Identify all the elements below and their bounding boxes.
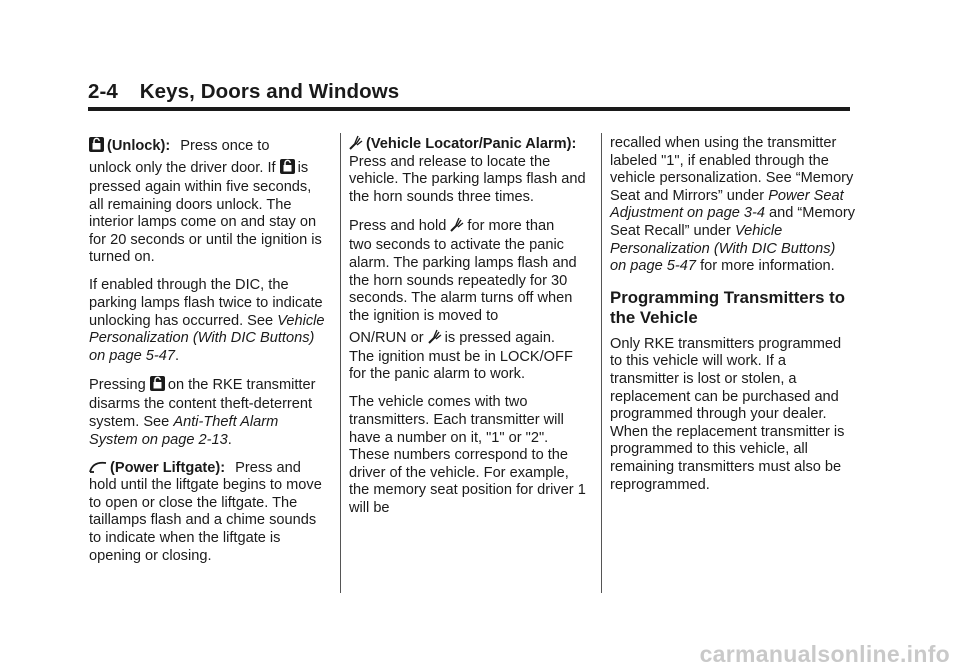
liftgate-icon (89, 460, 107, 474)
unlock-icon (280, 159, 295, 174)
hold-text: for more than (467, 218, 555, 235)
recalled-paragraph (610, 135, 855, 276)
pressing-paragraph (89, 374, 329, 450)
punctuation: . (227, 431, 232, 448)
unlock-icon (89, 137, 104, 152)
recalled-text: and “Memory Seat Recall” under (610, 205, 855, 239)
power-seat-reference: Power Seat Adjustment on page 3-4 (610, 187, 844, 222)
section-title: Keys, Doors and Windows (139, 80, 400, 103)
liftgate-text: Press and (235, 459, 301, 476)
programming-paragraph: Only RKE transmitters programmed to this vehicle will work. If a transmitter is lost or stolen, a replacement can be purchased and programmed through your dealer. When the replacement transmitter is programmed to this vehicle, all remaining transmitters must also be reprogrammed. (610, 335, 845, 493)
pressing-text: Pressing (89, 377, 146, 394)
recalled-text: recalled when using the transmitter labeled "1", if enabled through the vehicle personalization. See “Memory Seat and Mirrors” under (610, 135, 854, 204)
unlock-text: is (297, 160, 309, 176)
page-number: 2-4 (88, 80, 118, 103)
liftgate-paragraph (89, 460, 329, 566)
column-3 (610, 135, 855, 503)
pressing-text: on the RKE transmitter (167, 377, 316, 394)
section-heading: Programming Transmitters to the Vehicle (610, 287, 845, 327)
column-divider (601, 133, 602, 593)
dic-reference: Vehicle Personalization (With DIC Buttons) on page 5-47 (89, 312, 325, 364)
dic-text: If enabled through the DIC, the parking lamps flash twice to indicate unlocking has occurred. See (89, 277, 323, 329)
antitheft-reference: Anti-Theft Alarm System on page 2-13 (89, 413, 279, 448)
column-1 (89, 135, 329, 574)
column-2 (349, 135, 589, 527)
vehicle-locator-icon (349, 135, 363, 150)
onrun-text: ON/RUN or (349, 329, 424, 346)
vehicle-personalization-reference: Vehicle Personalization (With DIC Buttons) on page 5-47 (610, 222, 836, 275)
two-transmitters-paragraph: The vehicle comes with two transmitters. Each transmitter will have a number on it, "1" or "2". These numbers correspond to the driver of the vehicle. For example, the memory seat position for driver 1 will be (349, 394, 586, 516)
onrun-text: is pressed again. (444, 329, 555, 346)
liftgate-text: hold until the liftgate begins to move to open or close the liftgate. The taillamps flash and a chime sounds to indicate when the liftgate is opening or closing. (89, 477, 322, 564)
unlock-term: (Unlock): (107, 138, 171, 154)
column-divider (340, 133, 341, 593)
unlock-text: Press once to (180, 138, 270, 154)
hold-text: Press and hold (349, 218, 447, 235)
unlock-text: unlock only the driver door. If (89, 160, 276, 176)
unlock-icon (150, 376, 165, 391)
punctuation: . (175, 347, 180, 364)
hold-text: two seconds to activate the panic alarm. The parking lamps flash and the horn sounds repeatedly for 30 seconds. The alarm turns off when the ignition is moved to (349, 237, 577, 324)
watermark: carmanualsonline.info (699, 641, 950, 667)
vehicle-locator-icon (450, 217, 464, 232)
page-header (88, 80, 850, 111)
dic-paragraph (89, 277, 329, 365)
liftgate-term: (Power Liftgate): (110, 459, 226, 476)
locator-term: (Vehicle Locator/Panic Alarm): (366, 136, 577, 152)
onrun-text: The ignition must be in LOCK/OFF for the panic alarm to work. (349, 348, 573, 383)
hold-paragraph (349, 215, 589, 385)
recalled-text: for more information. (700, 258, 835, 275)
unlock-paragraph (89, 135, 329, 268)
locator-text: Press and release to locate the vehicle. The parking lamps flash and the horn sounds three times. (349, 153, 586, 205)
vehicle-locator-icon (428, 329, 442, 344)
unlock-text: pressed again within five seconds, all remaining doors unlock. The interior lamps come on and stay on for 20 seconds or until the ignition is turned on. (89, 179, 322, 266)
locator-paragraph (349, 135, 589, 206)
pressing-text: disarms the content theft-deterrent system. See (89, 396, 313, 430)
